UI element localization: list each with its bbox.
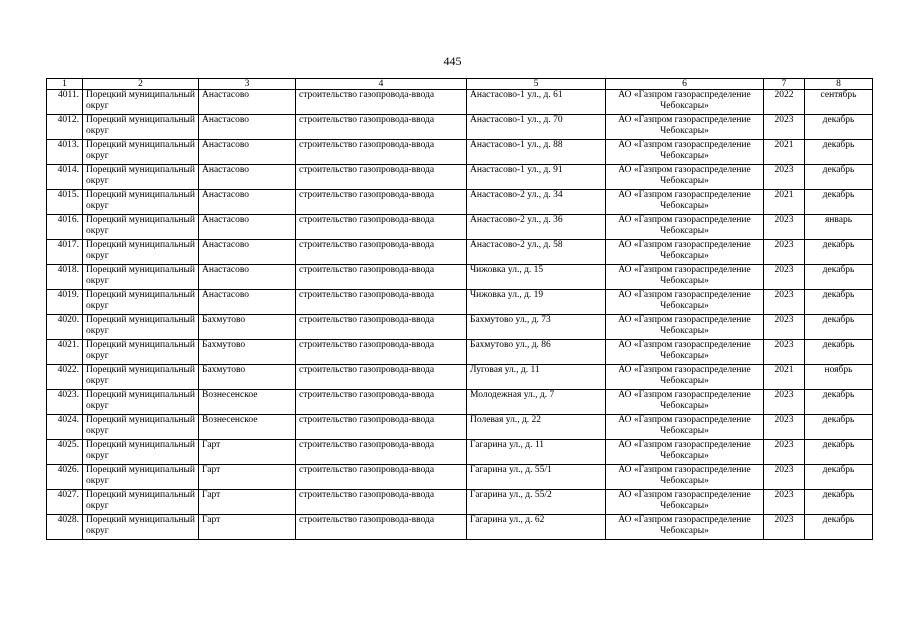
work-type-cell: строительство газопровода-ввода bbox=[296, 190, 467, 215]
work-type-cell: строительство газопровода-ввода bbox=[296, 115, 467, 140]
address-cell: Гагарина ул., д. 11 bbox=[467, 440, 606, 465]
row-number: 4023. bbox=[47, 390, 83, 415]
table-row bbox=[47, 315, 873, 340]
row-number: 4019. bbox=[47, 290, 83, 315]
page-number: 445 bbox=[443, 54, 462, 68]
contractor-cell: АО «Газпром газораспределение Чебоксары» bbox=[606, 515, 764, 540]
district-cell: Порецкий муниципальный округ bbox=[83, 365, 199, 390]
row-number: 4015. bbox=[47, 190, 83, 215]
settlement-cell: Анастасово bbox=[199, 165, 296, 190]
contractor-cell: АО «Газпром газораспределение Чебоксары» bbox=[606, 490, 764, 515]
year-cell: 2021 bbox=[764, 140, 805, 165]
month-cell: ноябрь bbox=[805, 365, 873, 390]
address-cell: Анастасово-1 ул., д. 70 bbox=[467, 115, 606, 140]
address-cell: Чижовка ул., д. 15 bbox=[467, 265, 606, 290]
month-cell: сентябрь bbox=[805, 90, 873, 115]
address-cell: Гагарина ул., д. 55/1 bbox=[467, 465, 606, 490]
settlement-cell: Анастасово bbox=[199, 140, 296, 165]
table-row bbox=[47, 190, 873, 215]
district-cell: Порецкий муниципальный округ bbox=[83, 515, 199, 540]
contractor-cell: АО «Газпром газораспределение Чебоксары» bbox=[606, 165, 764, 190]
district-cell: Порецкий муниципальный округ bbox=[83, 115, 199, 140]
month-cell: декабрь bbox=[805, 515, 873, 540]
settlement-cell: Бахмутово bbox=[199, 365, 296, 390]
row-number: 4016. bbox=[47, 215, 83, 240]
work-type-cell: строительство газопровода-ввода bbox=[296, 90, 467, 115]
work-type-cell: строительство газопровода-ввода bbox=[296, 165, 467, 190]
row-number: 4026. bbox=[47, 465, 83, 490]
row-number: 4025. bbox=[47, 440, 83, 465]
settlement-cell: Анастасово bbox=[199, 190, 296, 215]
year-cell: 2023 bbox=[764, 115, 805, 140]
row-number: 4027. bbox=[47, 490, 83, 515]
column-header: 6 bbox=[606, 79, 764, 90]
table-row bbox=[47, 140, 873, 165]
table-row bbox=[47, 465, 873, 490]
contractor-cell: АО «Газпром газораспределение Чебоксары» bbox=[606, 265, 764, 290]
month-cell: декабрь bbox=[805, 240, 873, 265]
contractor-cell: АО «Газпром газораспределение Чебоксары» bbox=[606, 190, 764, 215]
column-header: 3 bbox=[199, 79, 296, 90]
contractor-cell: АО «Газпром газораспределение Чебоксары» bbox=[606, 240, 764, 265]
district-cell: Порецкий муниципальный округ bbox=[83, 390, 199, 415]
month-cell: декабрь bbox=[805, 440, 873, 465]
contractor-cell: АО «Газпром газораспределение Чебоксары» bbox=[606, 440, 764, 465]
year-cell: 2023 bbox=[764, 290, 805, 315]
year-cell: 2023 bbox=[764, 315, 805, 340]
row-number: 4018. bbox=[47, 265, 83, 290]
settlement-cell: Анастасово bbox=[199, 290, 296, 315]
month-cell: декабрь bbox=[805, 190, 873, 215]
district-cell: Порецкий муниципальный округ bbox=[83, 90, 199, 115]
column-header: 5 bbox=[467, 79, 606, 90]
address-cell: Гагарина ул., д. 62 bbox=[467, 515, 606, 540]
address-cell: Молодежная ул., д. 7 bbox=[467, 390, 606, 415]
address-cell: Анастасово-1 ул., д. 88 bbox=[467, 140, 606, 165]
row-number: 4024. bbox=[47, 415, 83, 440]
contractor-cell: АО «Газпром газораспределение Чебоксары» bbox=[606, 390, 764, 415]
contractor-cell: АО «Газпром газораспределение Чебоксары» bbox=[606, 90, 764, 115]
row-number: 4013. bbox=[47, 140, 83, 165]
row-number: 4012. bbox=[47, 115, 83, 140]
table-row bbox=[47, 365, 873, 390]
work-type-cell: строительство газопровода-ввода bbox=[296, 365, 467, 390]
column-header: 8 bbox=[805, 79, 873, 90]
settlement-cell: Анастасово bbox=[199, 240, 296, 265]
district-cell: Порецкий муниципальный округ bbox=[83, 340, 199, 365]
settlement-cell: Гарт bbox=[199, 440, 296, 465]
gasification-table bbox=[46, 78, 873, 540]
year-cell: 2023 bbox=[764, 340, 805, 365]
table-row bbox=[47, 290, 873, 315]
column-header: 7 bbox=[764, 79, 805, 90]
address-cell: Луговая ул., д. 11 bbox=[467, 365, 606, 390]
work-type-cell: строительство газопровода-ввода bbox=[296, 440, 467, 465]
row-number: 4011. bbox=[47, 90, 83, 115]
address-cell: Гагарина ул., д. 55/2 bbox=[467, 490, 606, 515]
year-cell: 2023 bbox=[764, 240, 805, 265]
address-cell: Полевая ул., д. 22 bbox=[467, 415, 606, 440]
table-row bbox=[47, 440, 873, 465]
contractor-cell: АО «Газпром газораспределение Чебоксары» bbox=[606, 290, 764, 315]
month-cell: декабрь bbox=[805, 415, 873, 440]
month-cell: декабрь bbox=[805, 165, 873, 190]
work-type-cell: строительство газопровода-ввода bbox=[296, 390, 467, 415]
month-cell: декабрь bbox=[805, 115, 873, 140]
table-row bbox=[47, 240, 873, 265]
contractor-cell: АО «Газпром газораспределение Чебоксары» bbox=[606, 465, 764, 490]
column-header: 1 bbox=[47, 79, 83, 90]
contractor-cell: АО «Газпром газораспределение Чебоксары» bbox=[606, 140, 764, 165]
year-cell: 2023 bbox=[764, 165, 805, 190]
row-number: 4028. bbox=[47, 515, 83, 540]
month-cell: декабрь bbox=[805, 265, 873, 290]
district-cell: Порецкий муниципальный округ bbox=[83, 240, 199, 265]
column-header: 4 bbox=[296, 79, 467, 90]
work-type-cell: строительство газопровода-ввода bbox=[296, 415, 467, 440]
year-cell: 2023 bbox=[764, 515, 805, 540]
table-row bbox=[47, 115, 873, 140]
month-cell: декабрь bbox=[805, 315, 873, 340]
work-type-cell: строительство газопровода-ввода bbox=[296, 215, 467, 240]
work-type-cell: строительство газопровода-ввода bbox=[296, 240, 467, 265]
settlement-cell: Гарт bbox=[199, 490, 296, 515]
work-type-cell: строительство газопровода-ввода bbox=[296, 490, 467, 515]
work-type-cell: строительство газопровода-ввода bbox=[296, 340, 467, 365]
settlement-cell: Анастасово bbox=[199, 215, 296, 240]
year-cell: 2021 bbox=[764, 190, 805, 215]
district-cell: Порецкий муниципальный округ bbox=[83, 190, 199, 215]
month-cell: декабрь bbox=[805, 140, 873, 165]
month-cell: декабрь bbox=[805, 490, 873, 515]
contractor-cell: АО «Газпром газораспределение Чебоксары» bbox=[606, 365, 764, 390]
work-type-cell: строительство газопровода-ввода bbox=[296, 140, 467, 165]
year-cell: 2023 bbox=[764, 265, 805, 290]
table-row bbox=[47, 265, 873, 290]
address-cell: Анастасово-2 ул., д. 34 bbox=[467, 190, 606, 215]
year-cell: 2021 bbox=[764, 365, 805, 390]
month-cell: январь bbox=[805, 215, 873, 240]
settlement-cell: Вознесенское bbox=[199, 390, 296, 415]
work-type-cell: строительство газопровода-ввода bbox=[296, 290, 467, 315]
work-type-cell: строительство газопровода-ввода bbox=[296, 465, 467, 490]
district-cell: Порецкий муниципальный округ bbox=[83, 490, 199, 515]
row-number: 4020. bbox=[47, 315, 83, 340]
contractor-cell: АО «Газпром газораспределение Чебоксары» bbox=[606, 340, 764, 365]
work-type-cell: строительство газопровода-ввода bbox=[296, 515, 467, 540]
table-row bbox=[47, 340, 873, 365]
settlement-cell: Анастасово bbox=[199, 90, 296, 115]
year-cell: 2023 bbox=[764, 415, 805, 440]
table-row bbox=[47, 490, 873, 515]
address-cell: Анастасово-2 ул., д. 58 bbox=[467, 240, 606, 265]
contractor-cell: АО «Газпром газораспределение Чебоксары» bbox=[606, 115, 764, 140]
settlement-cell: Вознесенское bbox=[199, 415, 296, 440]
year-cell: 2023 bbox=[764, 390, 805, 415]
table-body bbox=[47, 90, 873, 540]
table-row bbox=[47, 415, 873, 440]
work-type-cell: строительство газопровода-ввода bbox=[296, 265, 467, 290]
year-cell: 2023 bbox=[764, 440, 805, 465]
settlement-cell: Гарт bbox=[199, 515, 296, 540]
contractor-cell: АО «Газпром газораспределение Чебоксары» bbox=[606, 315, 764, 340]
year-cell: 2023 bbox=[764, 465, 805, 490]
contractor-cell: АО «Газпром газораспределение Чебоксары» bbox=[606, 415, 764, 440]
district-cell: Порецкий муниципальный округ bbox=[83, 290, 199, 315]
district-cell: Порецкий муниципальный округ bbox=[83, 465, 199, 490]
district-cell: Порецкий муниципальный округ bbox=[83, 265, 199, 290]
work-type-cell: строительство газопровода-ввода bbox=[296, 315, 467, 340]
year-cell: 2023 bbox=[764, 215, 805, 240]
settlement-cell: Гарт bbox=[199, 465, 296, 490]
settlement-cell: Бахмутово bbox=[199, 315, 296, 340]
district-cell: Порецкий муниципальный округ bbox=[83, 315, 199, 340]
year-cell: 2022 bbox=[764, 90, 805, 115]
contractor-cell: АО «Газпром газораспределение Чебоксары» bbox=[606, 215, 764, 240]
district-cell: Порецкий муниципальный округ bbox=[83, 215, 199, 240]
table-row bbox=[47, 215, 873, 240]
district-cell: Порецкий муниципальный округ bbox=[83, 415, 199, 440]
address-cell: Анастасово-1 ул., д. 91 bbox=[467, 165, 606, 190]
column-number-row bbox=[47, 79, 873, 90]
table-row bbox=[47, 165, 873, 190]
district-cell: Порецкий муниципальный округ bbox=[83, 165, 199, 190]
district-cell: Порецкий муниципальный округ bbox=[83, 440, 199, 465]
row-number: 4022. bbox=[47, 365, 83, 390]
month-cell: декабрь bbox=[805, 465, 873, 490]
table-row bbox=[47, 390, 873, 415]
address-cell: Анастасово-1 ул., д. 61 bbox=[467, 90, 606, 115]
address-cell: Чижовка ул., д. 19 bbox=[467, 290, 606, 315]
column-header: 2 bbox=[83, 79, 199, 90]
table-row bbox=[47, 515, 873, 540]
table-row bbox=[47, 90, 873, 115]
month-cell: декабрь bbox=[805, 390, 873, 415]
address-cell: Анастасово-2 ул., д. 36 bbox=[467, 215, 606, 240]
address-cell: Бахмутово ул., д. 86 bbox=[467, 340, 606, 365]
settlement-cell: Анастасово bbox=[199, 265, 296, 290]
settlement-cell: Бахмутово bbox=[199, 340, 296, 365]
address-cell: Бахмутово ул., д. 73 bbox=[467, 315, 606, 340]
district-cell: Порецкий муниципальный округ bbox=[83, 140, 199, 165]
year-cell: 2023 bbox=[764, 490, 805, 515]
row-number: 4017. bbox=[47, 240, 83, 265]
row-number: 4014. bbox=[47, 165, 83, 190]
settlement-cell: Анастасово bbox=[199, 115, 296, 140]
row-number: 4021. bbox=[47, 340, 83, 365]
month-cell: декабрь bbox=[805, 340, 873, 365]
month-cell: декабрь bbox=[805, 290, 873, 315]
